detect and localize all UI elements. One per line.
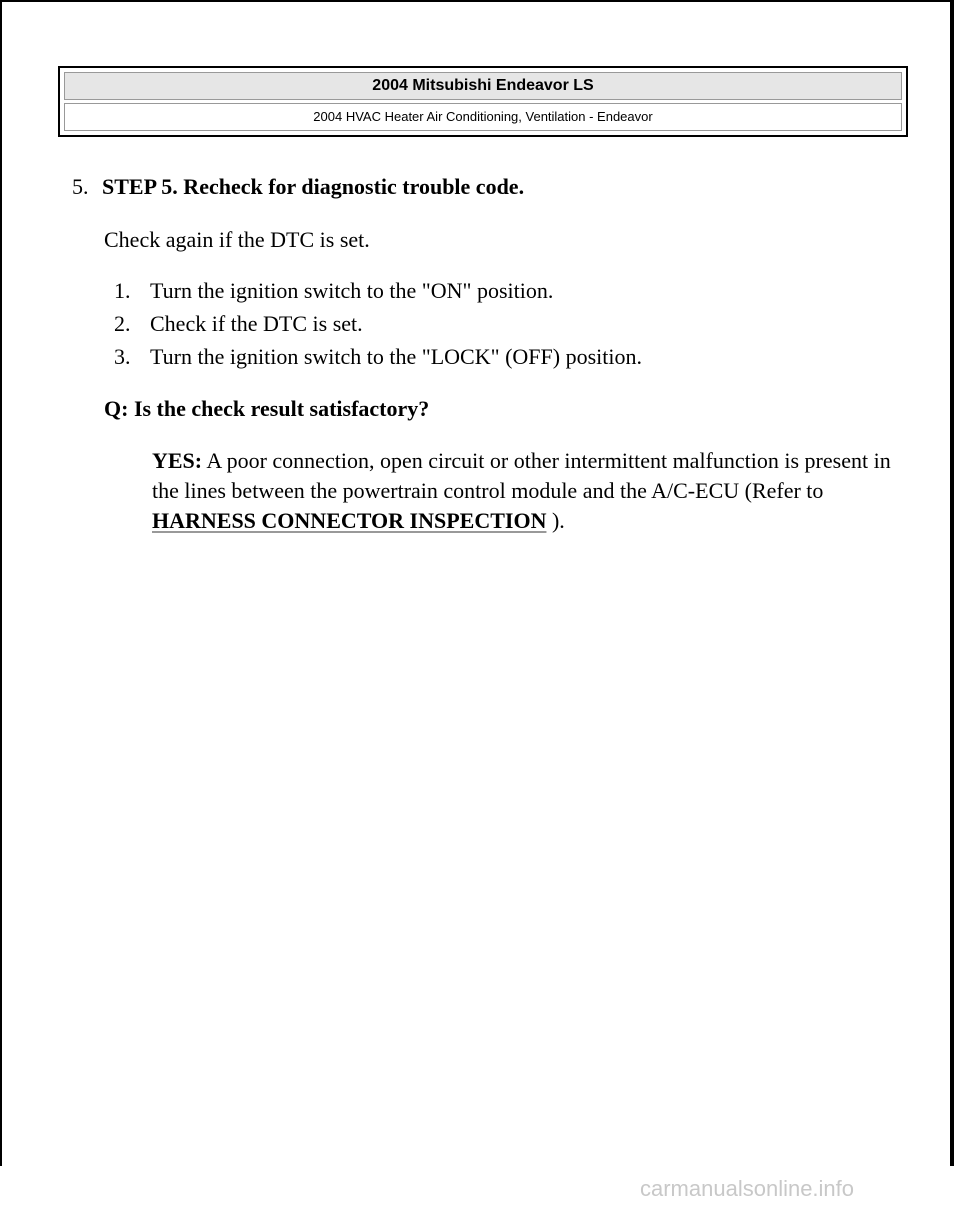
header-title: 2004 Mitsubishi Endeavor LS: [64, 72, 902, 100]
header-subtitle: 2004 HVAC Heater Air Conditioning, Ventilation - Endeavor: [64, 103, 902, 131]
substep-item: [114, 276, 553, 306]
substep-number: 1.: [114, 278, 131, 303]
answer-label: YES:: [152, 448, 203, 473]
substep-text: Check if the DTC is set.: [150, 311, 363, 336]
substep-number: 3.: [114, 344, 131, 369]
answer-end: ).: [551, 508, 565, 533]
intro-text: Check again if the DTC is set.: [104, 227, 370, 252]
answer-text: A poor connection, open circuit or other intermittent malfunction is present in the lines between the powertrain control module and the A/C-ECU (Refer to: [152, 448, 891, 503]
document-header: [58, 66, 908, 137]
substep-text: Turn the ignition switch to the "LOCK" (OFF) position.: [150, 344, 643, 369]
step-heading: [72, 172, 524, 202]
substep-item: [114, 309, 363, 339]
substep-item: [114, 342, 642, 372]
substep-text: Turn the ignition switch to the "ON" position.: [150, 278, 554, 303]
step-number: 5.: [72, 174, 89, 199]
step-title: STEP 5. Recheck for diagnostic trouble code.: [102, 174, 525, 199]
substep-number: 2.: [114, 311, 131, 336]
question-text: Q: Is the check result satisfactory?: [104, 396, 430, 421]
answer-block: [152, 446, 892, 536]
watermark: carmanualsonline.info: [640, 1176, 855, 1201]
harness-connector-inspection-link[interactable]: HARNESS CONNECTOR INSPECTION: [152, 508, 547, 533]
